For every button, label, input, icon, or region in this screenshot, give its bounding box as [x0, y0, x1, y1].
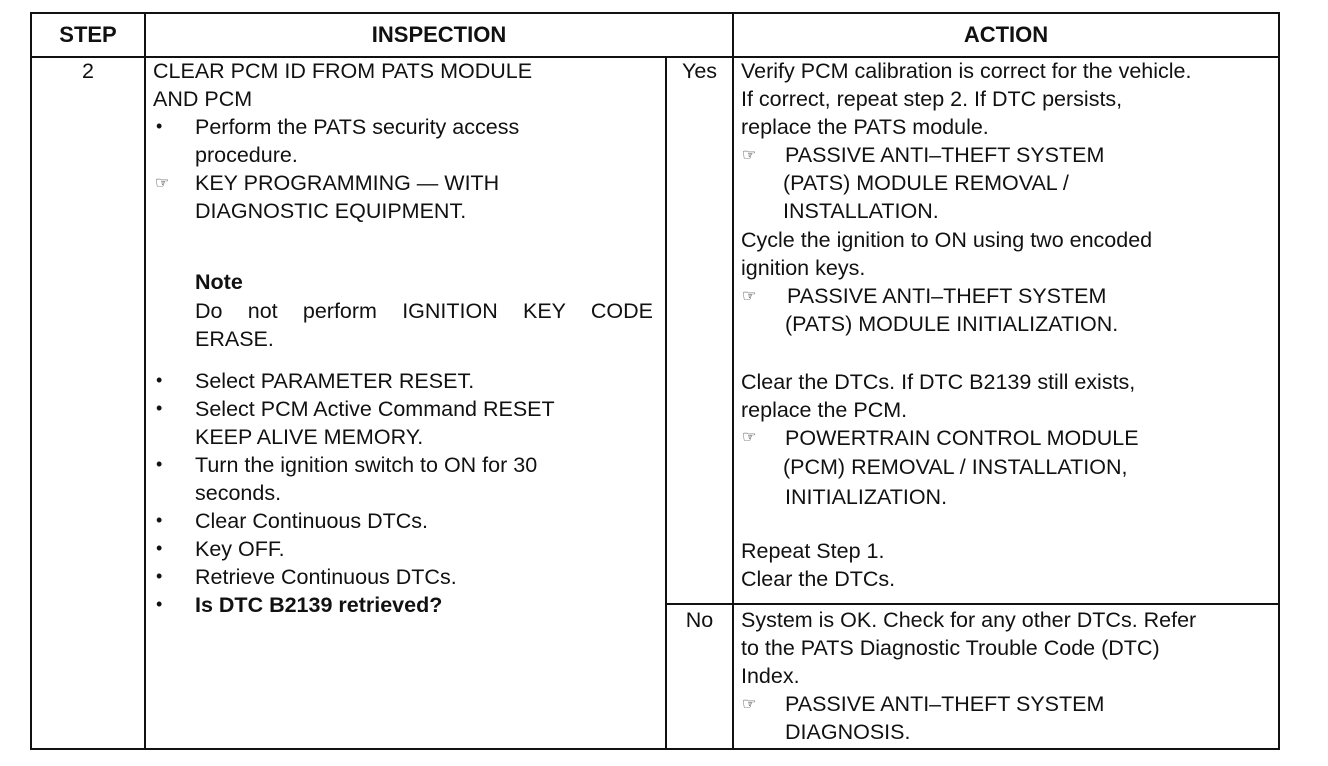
note-title: Note [195, 270, 243, 294]
bullet-icon: • [156, 370, 163, 390]
inspection-step-clear-dtcs: Clear Continuous DTCs. [195, 509, 429, 533]
inspection-step-kam-reset: Select PCM Active Command RESET [195, 397, 555, 421]
inspection-step-security-access-cont: procedure. [195, 143, 298, 167]
reference-pointer-icon: ☞ [742, 696, 757, 713]
step-col-divider [144, 14, 146, 748]
inspection-step-retrieve-dtcs: Retrieve Continuous DTCs. [195, 565, 457, 589]
reference-pointer-icon: ☞ [742, 429, 757, 446]
bullet-icon: • [156, 116, 163, 136]
yes-reference-pats-removal: PASSIVE ANTI–THEFT SYSTEM [785, 143, 1105, 167]
step-number: 2 [82, 59, 94, 83]
yes-reference-pcm-removal-cont: (PCM) REMOVAL / INSTALLATION, [783, 455, 1128, 479]
inspection-reference-key-programming: KEY PROGRAMMING — WITH [195, 171, 500, 195]
yes-action-text: replace the PCM. [741, 398, 908, 422]
yes-action-text: If correct, repeat step 2. If DTC persists, [741, 87, 1123, 111]
yes-no-divider [667, 603, 1278, 605]
no-action-text: Index. [741, 664, 800, 688]
yes-action-text: Cycle the ignition to ON using two encoded [741, 228, 1153, 252]
yes-action-text: ignition keys. [741, 256, 866, 280]
yes-reference-pats-removal-cont: (PATS) MODULE REMOVAL / [783, 171, 1069, 195]
note-text-cont: ERASE. [195, 327, 274, 351]
inspection-step-key-off: Key OFF. [195, 537, 285, 561]
bullet-icon: • [156, 510, 163, 530]
no-action-text: to the PATS Diagnostic Trouble Code (DTC) [741, 636, 1160, 660]
yes-reference-pcm-removal-cont: INITIALIZATION. [785, 485, 948, 509]
no-reference-pats-diagnosis-cont: DIAGNOSIS. [785, 720, 911, 744]
yes-action-text: Repeat Step 1. [741, 539, 885, 563]
answer-no-label: No [685, 608, 714, 632]
note-text: Do not perform IGNITION KEY CODE [195, 299, 653, 323]
inspection-step-ignition-on-cont: seconds. [195, 481, 282, 505]
inspection-step-parameter-reset: Select PARAMETER RESET. [195, 369, 475, 393]
yes-reference-pats-removal-cont: INSTALLATION. [783, 199, 939, 223]
yes-reference-pcm-removal: POWERTRAIN CONTROL MODULE [785, 426, 1139, 450]
header-inspection: INSPECTION [371, 22, 507, 47]
yes-reference-pats-init: PASSIVE ANTI–THEFT SYSTEM [787, 284, 1107, 308]
inspection-step-kam-reset-cont: KEEP ALIVE MEMORY. [195, 425, 424, 449]
inspection-reference-key-programming-cont: DIAGNOSTIC EQUIPMENT. [195, 199, 467, 223]
reference-pointer-icon: ☞ [155, 175, 170, 192]
inspection-question: Is DTC B2139 retrieved? [195, 593, 443, 617]
bullet-icon: • [156, 566, 163, 586]
diagnostic-table [30, 12, 1280, 750]
yes-reference-pats-init-cont: (PATS) MODULE INITIALIZATION. [785, 312, 1119, 336]
answer-col-divider [665, 58, 667, 748]
header-step: STEP [59, 22, 117, 47]
inspection-step-security-access: Perform the PATS security access [195, 115, 520, 139]
inspection-title: CLEAR PCM ID FROM PATS MODULE [153, 59, 533, 83]
yes-action-text: Clear the DTCs. [741, 567, 896, 591]
bullet-icon: • [156, 454, 163, 474]
inspection-step-ignition-on: Turn the ignition switch to ON for 30 [195, 453, 538, 477]
yes-action-text: replace the PATS module. [741, 115, 989, 139]
inspection-title-cont: AND PCM [153, 87, 253, 111]
action-col-divider [732, 14, 734, 748]
header-action: ACTION [963, 22, 1049, 47]
answer-yes-label: Yes [681, 59, 718, 83]
reference-pointer-icon: ☞ [742, 147, 757, 164]
bullet-icon: • [156, 594, 163, 614]
reference-pointer-icon: ☞ [742, 288, 757, 305]
bullet-icon: • [156, 538, 163, 558]
yes-action-text: Verify PCM calibration is correct for the vehicle. [741, 59, 1192, 83]
bullet-icon: • [156, 398, 163, 418]
yes-action-text: Clear the DTCs. If DTC B2139 still exists, [741, 370, 1136, 394]
no-action-text: System is OK. Check for any other DTCs. Refer [741, 608, 1197, 632]
no-reference-pats-diagnosis: PASSIVE ANTI–THEFT SYSTEM [785, 692, 1105, 716]
